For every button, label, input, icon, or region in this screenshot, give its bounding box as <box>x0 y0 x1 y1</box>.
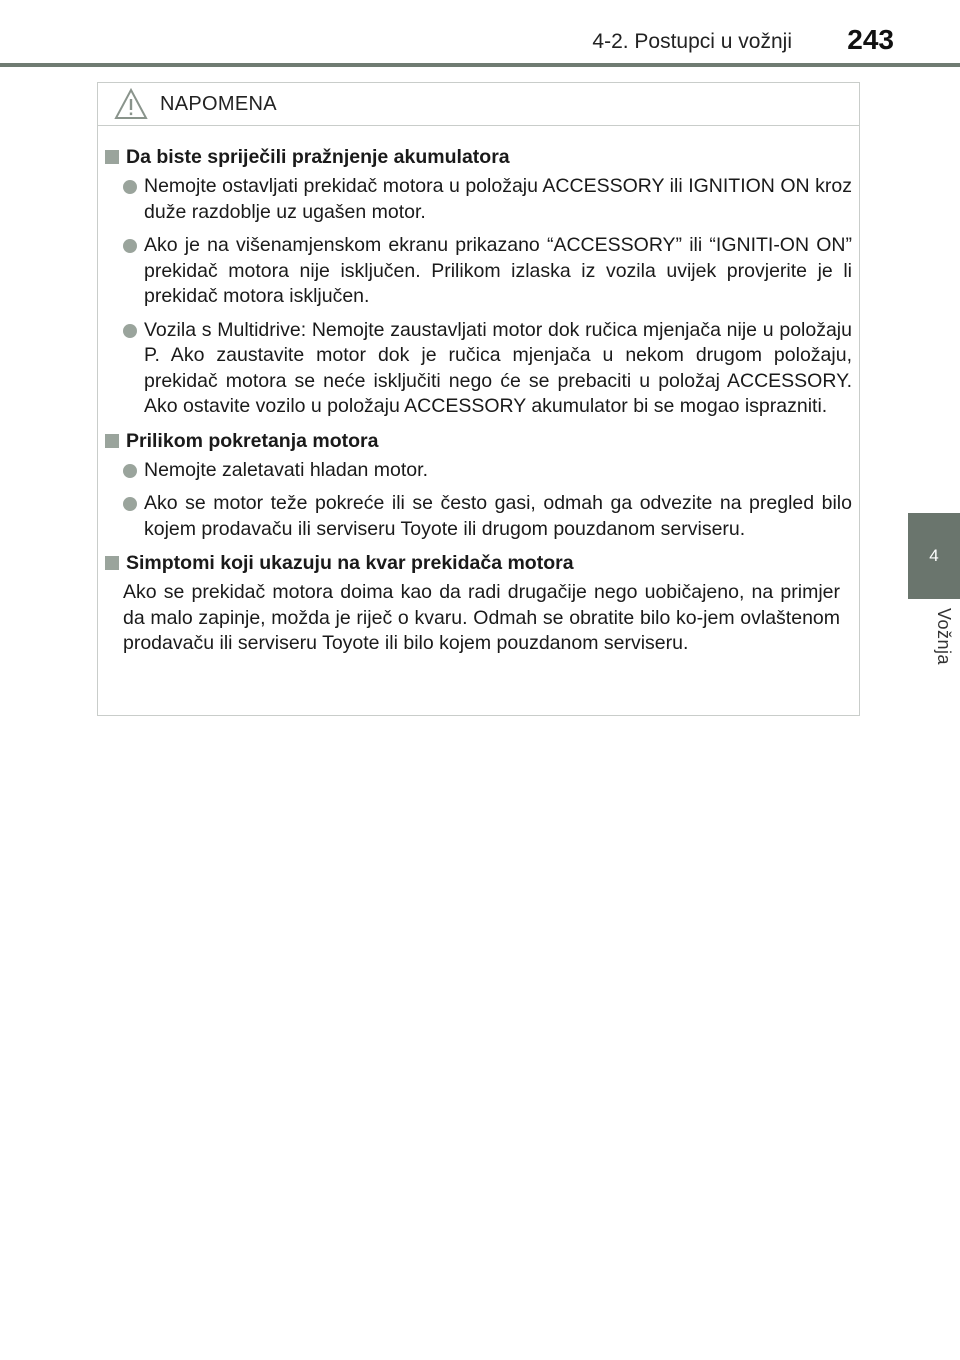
list-item: Nemojte zaletavati hladan motor. <box>104 458 852 484</box>
page-header <box>0 0 960 66</box>
square-bullet-icon <box>105 556 119 570</box>
chapter-tab <box>908 513 960 599</box>
list-item: Ako je na višenamjenskom ekranu prikazano “ACCESSORY” ili “IGNITI-ON ON” prekidač motora nije isključen. Prilikom izlaska iz vozila uvijek provjerite je li prekidač motora isključen. <box>104 233 852 310</box>
list-item: Nemojte ostavljati prekidač motora u položaju ACCESSORY ili IGNITION ON kroz duže razdoblje uz ugašen motor. <box>104 174 852 225</box>
circle-bullet-icon <box>123 180 137 194</box>
note-body <box>98 126 859 657</box>
circle-bullet-icon <box>123 324 137 338</box>
header-rule <box>0 63 960 67</box>
warning-triangle-icon <box>114 88 148 120</box>
circle-bullet-icon <box>123 497 137 511</box>
note-header <box>98 83 859 126</box>
section-title: Simptomi koji ukazuju na kvar prekidača motora <box>104 550 852 576</box>
section-title: Da biste spriječili pražnjenje akumulatora <box>104 144 852 170</box>
note-title: NAPOMENA <box>160 93 277 115</box>
section-paragraph: Ako se prekidač motora doima kao da radi drugačije nego uobičajeno, na primjer da malo zapinje, možda je riječ o kvaru. Odmah se obratite bilo ko-jem ovlaštenom prodavaču ili serviseru Toyote ili bilo kojem pouzdanom serviseru. <box>123 581 840 654</box>
chapter-label: Vožnja <box>934 608 954 666</box>
section-heading: 4-2. Postupci u vožnji <box>592 30 792 53</box>
note-box <box>97 82 860 716</box>
square-bullet-icon <box>105 150 119 164</box>
chapter-number: 4 <box>929 546 939 565</box>
circle-bullet-icon <box>123 239 137 253</box>
square-bullet-icon <box>105 434 119 448</box>
page-number: 243 <box>847 24 894 55</box>
circle-bullet-icon <box>123 464 137 478</box>
list-item: Ako se motor teže pokreće ili se često gasi, odmah ga odvezite na pregled bilo kojem prodavaču ili serviseru Toyote ili drugom pouzdanom serviseru. <box>104 491 852 542</box>
list-item: Vozila s Multidrive: Nemojte zaustavljati motor dok ručica mjenjača nije u položaju P. Ako zaustavite motor dok je ručica mjenjača u nekom drugom položaju, prekidač motora se neće isključiti nego će se prebaciti u položaj ACCESSORY. Ako ostavite vozilo u položaju ACCESSORY akumulator bi se mogao isprazniti. <box>104 318 852 420</box>
section-title: Prilikom pokretanja motora <box>104 428 852 454</box>
